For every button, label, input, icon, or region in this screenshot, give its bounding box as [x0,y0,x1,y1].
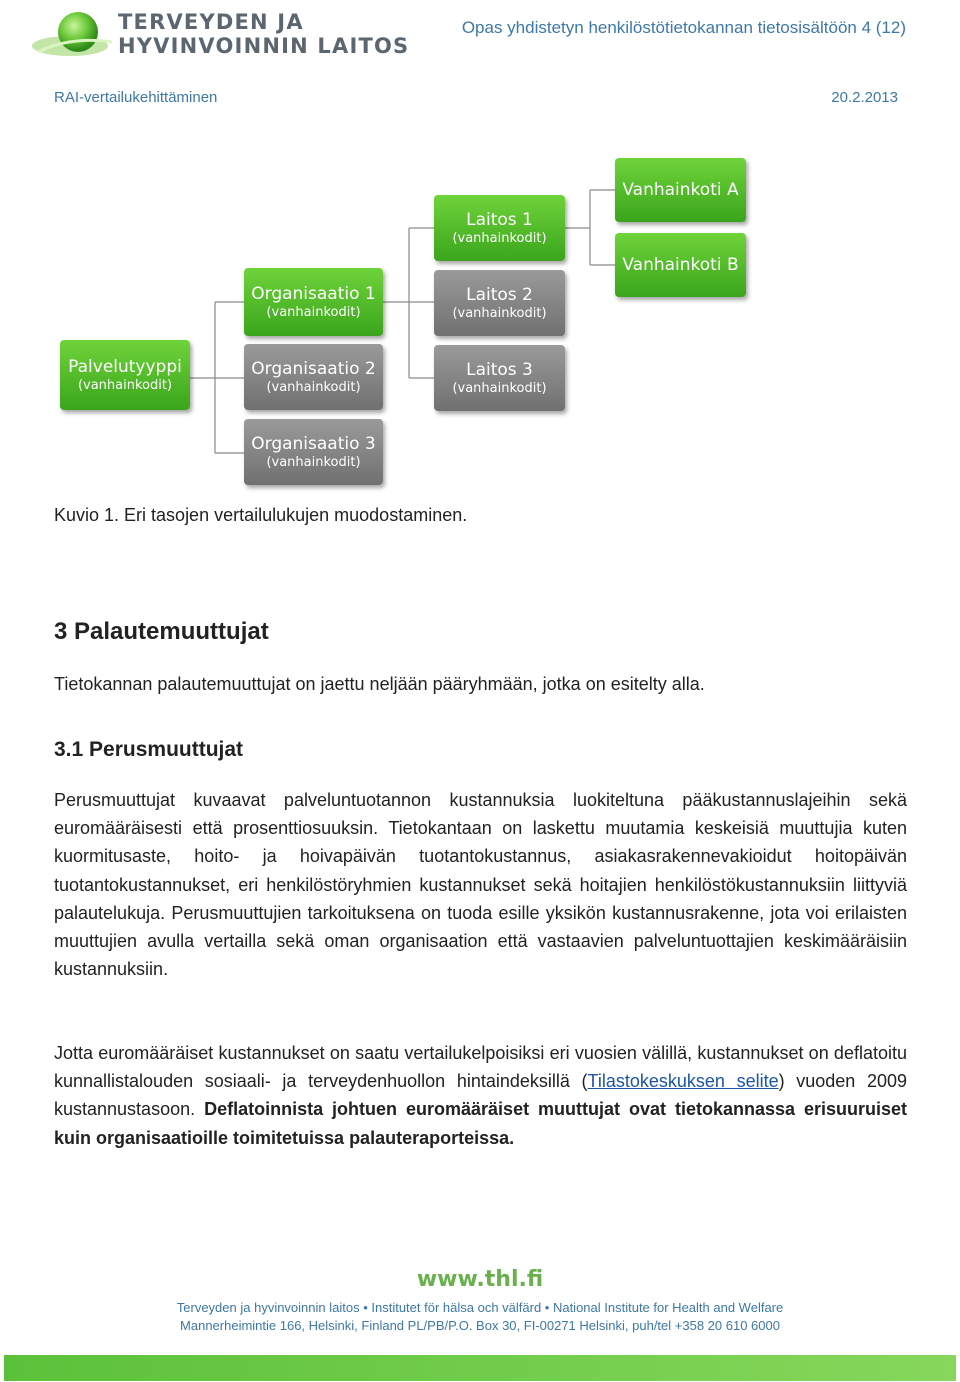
document-date: 20.2.2013 [831,89,898,106]
footer-institution: Terveyden ja hyvinvoinnin laitos • Institutet för hälsa och välfärd • National Institute for Health and Welfare [176,1300,784,1315]
node-label: Vanhainkoti B [622,255,739,275]
footer-url[interactable]: www.thl.fi [416,1267,544,1292]
node-label: Laitos 3 [466,359,533,380]
node-laitos-3 [434,345,565,411]
node-label: Organisaatio 2 [251,358,376,379]
node-label: Organisaatio 1 [251,283,376,304]
tilastokeskus-link[interactable]: Tilastokeskuksen selite [587,1071,779,1092]
section-heading-3-1: 3.1 Perusmuuttujat [54,738,244,761]
node-label: Organisaatio 3 [251,433,376,454]
hierarchy-diagram [0,150,960,490]
node-sublabel: (vanhainkodit) [77,377,173,393]
logo-line-1: TERVEYDEN JA [118,10,304,34]
node-vanhainkoti-b [615,233,746,297]
section-heading-3: 3 Palautemuuttujat [54,618,269,645]
node-label: Laitos 1 [466,209,533,230]
node-organisaatio-1 [244,268,383,336]
footer-address: Mannerheimintie 166, Helsinki, Finland PL/PB/P.O. Box 30, FI-00271 Helsinki, puh/tel +358 20 610 6000 [180,1318,780,1333]
node-sublabel: (vanhainkodit) [266,379,361,395]
node-sublabel: (vanhainkodit) [266,454,361,470]
document-subject: RAI-vertailukehittäminen [54,89,218,106]
node-vanhainkoti-a [615,158,746,222]
footer-bar [4,1355,956,1381]
paragraph-deflatointi [54,1039,907,1152]
paragraph-text: Jotta euromääräiset kustannukset on saatu vertailukelpoisiksi eri vuosien välillä, kustannukset on deflatoitu kunnallistalouden sosiaali- ja terveydenhuollon hintaindeksillä ( [54,1043,907,1092]
paragraph-perusmuuttujat: Perusmuuttujat kuvaavat palveluntuotannon kustannuksia luokiteltuna pääkustannuslajeihin sekä euromääräisesti että prosenttiosuuksin. Tietokantaan on laskettu muutamia keskeisiä muuttujia kuten kuormitusaste, hoito- ja hoivapäivän tuotantokustannus, asiakasrakennevakioidut hoitopäivän tuotantokustannukset, eri henkilöstöryhmien kustannukset sekä hoitajien henkilöstökustannuksiin liittyviä palautelukuja. Perusmuuttujien tarkoituksena on tuoda esille yksikön kustannusrakenne, jota voi erilaisten muuttujien avulla vertailla sekä oman organisaation että vastaavien palveluntuottajien keskimääräisiin kustannuksiin. [54,790,907,980]
thl-logo-icon [30,6,120,68]
node-label: Palvelutyyppi [68,356,182,377]
node-sublabel: (vanhainkodit) [266,304,361,320]
figure-caption: Kuvio 1. Eri tasojen vertailulukujen muodostaminen. [54,505,468,525]
logo-line-2: HYVINVOINNIN LAITOS [118,34,410,58]
logo-wordmark [118,10,409,58]
node-sublabel: (vanhainkodit) [452,305,547,321]
node-laitos-1 [434,195,565,261]
node-palvelutyyppi [60,340,190,410]
node-organisaatio-3 [244,419,383,485]
paragraph-text: ) vuoden 2009 kustannustasoon. [54,1071,907,1120]
section-intro: Tietokannan palautemuuttujat on jaettu neljään pääryhmään, jotka on esitelty alla. [54,674,705,694]
node-sublabel: (vanhainkodit) [452,230,547,246]
node-label: Laitos 2 [466,284,533,305]
paragraph-bold-text: Deflatoinnista johtuen euromääräiset muuttujat ovat tietokannassa erisuuruiset kuin organisaatioille toimitetuissa palauteraporteissa. [54,1099,907,1148]
node-organisaatio-2 [244,344,383,410]
node-label: Vanhainkoti A [622,180,739,200]
node-sublabel: (vanhainkodit) [452,380,547,396]
document-title: Opas yhdistetyn henkilöstötietokannan tietosisältöön 4 (12) [461,18,906,37]
node-laitos-2 [434,270,565,336]
